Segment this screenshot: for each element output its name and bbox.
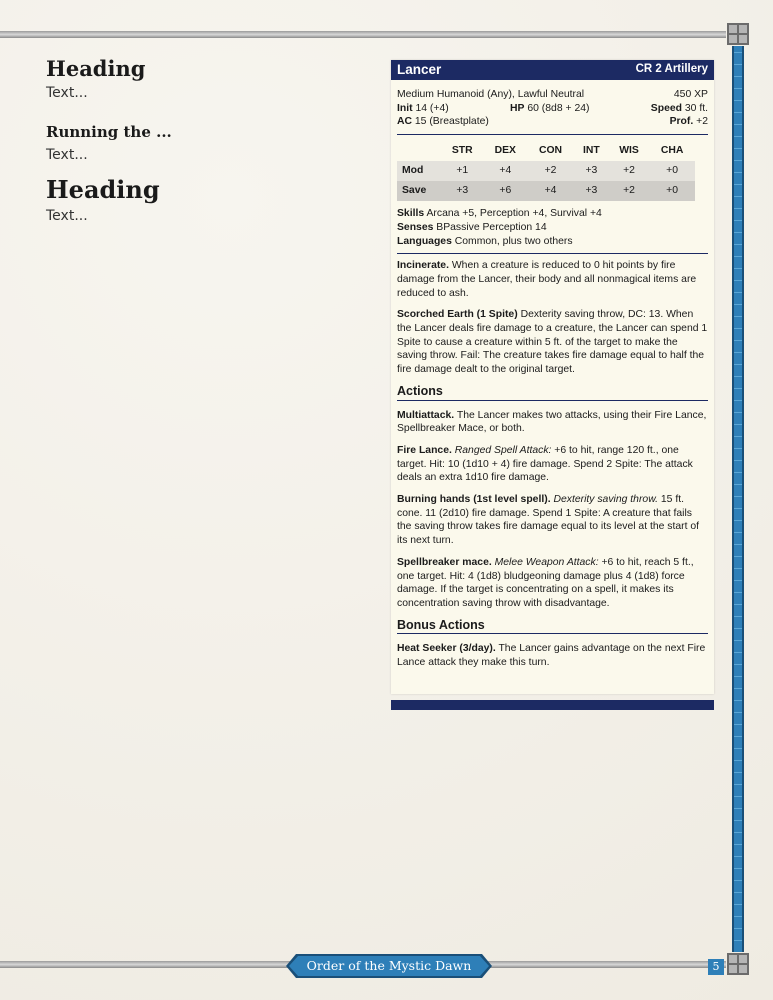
- save-value: +0: [649, 181, 695, 201]
- skills: Skills Arcana +5, Perception +4, Survival +4: [397, 208, 602, 220]
- ability-save-row: [397, 181, 695, 201]
- save-value: +3: [574, 181, 609, 201]
- ac-prof-row: [397, 115, 708, 129]
- action-spellbreaker-mace: Spellbreaker mace. Melee Weapon Attack: +6 to hit, reach 5 ft., one target. Hit: 4 (1d8) bludgeoning damage plus 4 (1d8) force damage. If the target is concentrating on a spell, it makes its concentration saving throw with disadvantage.: [397, 556, 694, 609]
- save-value: +6: [484, 181, 528, 201]
- actions-heading: Actions: [397, 385, 708, 401]
- bonus-actions-heading: Bonus Actions: [397, 619, 708, 635]
- ability-header: DEX: [494, 145, 516, 157]
- text-1: Text...: [46, 85, 88, 101]
- initiative: Init 14 (+4): [397, 102, 449, 114]
- ability-header-row: [397, 141, 695, 161]
- speed: Speed 30 ft.: [650, 102, 708, 114]
- ability-header: CHA: [660, 145, 684, 157]
- mod-value: +0: [649, 161, 695, 181]
- senses: Senses BPassive Perception 14: [397, 221, 547, 233]
- mod-value: +1: [441, 161, 484, 181]
- trait-scorched-earth: Scorched Earth (1 Spite) Dexterity saving throw, DC: 13. When the Lancer deals fire damage to a creature, the Lancer can spend 1 Spite to cause a creature within 5 ft. of the target to make the saving throw. Fail: The creature takes fire damage equal to half the fire damage dealt to the original target.: [397, 309, 708, 376]
- save-value: +4: [527, 181, 574, 201]
- mod-value: +2: [609, 161, 649, 181]
- proficiency: Prof. +2: [669, 116, 708, 128]
- ability-header: WIS: [619, 145, 639, 157]
- type-row: [397, 88, 708, 102]
- save-value: +3: [441, 181, 484, 201]
- stat-block-header: [391, 60, 714, 80]
- bonus-heat-seeker: Heat Seeker (3/day). The Lancer gains advantage on the next Fire Lance attack they make this turn.: [397, 643, 706, 669]
- bottom-corner-ornament: [727, 953, 749, 975]
- action-burning-hands: Burning hands (1st level spell). Dexterity saving throw. 15 ft. cone. 11 (2d10) fire damage. Spend 1 Spite: A creature that fails the saving throw takes fire damage equal to its level at the start of its next turn.: [397, 494, 700, 547]
- heading-running: Running the ...: [46, 123, 172, 141]
- challenge-rating: CR 2 Artillery: [635, 63, 708, 76]
- ability-header: STR: [451, 145, 473, 157]
- footer-title: Order of the Mystic Dawn: [306, 958, 472, 973]
- ability-table: [397, 141, 695, 201]
- armor-class: AC 15 (Breastplate): [397, 116, 489, 128]
- save-label: Save: [397, 181, 441, 201]
- heading-1: Heading: [46, 56, 146, 81]
- init-hp-speed-row: [397, 102, 708, 116]
- page-number: 5: [708, 959, 724, 975]
- top-border-rule: [0, 31, 726, 38]
- stat-block-footer-bar: [391, 700, 714, 710]
- save-value: +2: [609, 181, 649, 201]
- mod-value: +3: [574, 161, 609, 181]
- mod-value: +2: [527, 161, 574, 181]
- stat-block-body: [391, 80, 714, 694]
- action-multiattack: Multiattack. The Lancer makes two attacks, using their Fire Lance, Spellbreaker Mace, or both.: [397, 409, 707, 435]
- languages: Languages Common, plus two others: [397, 235, 573, 247]
- text-2: Text...: [46, 147, 88, 163]
- creature-type: Medium Humanoid (Any), Lawful Neutral: [397, 89, 585, 100]
- ability-mod-row: [397, 161, 695, 181]
- left-column: [46, 56, 366, 224]
- mod-label: Mod: [397, 161, 441, 181]
- divider: [397, 253, 708, 254]
- action-fire-lance: Fire Lance. Ranged Spell Attack: +6 to hit, range 120 ft., one target. Hit: 10 (1d10 + 4) fire damage. Spend 2 Spite: The attack deals an extra 1d10 fire damage.: [397, 444, 693, 484]
- hit-points: HP 60 (8d8 + 24): [510, 102, 590, 114]
- mod-value: +4: [484, 161, 528, 181]
- ability-header: INT: [583, 145, 600, 157]
- side-decorative-bar: [732, 46, 744, 952]
- text-3: Text...: [46, 208, 88, 224]
- ability-header: CON: [538, 145, 563, 157]
- heading-2: Heading: [46, 175, 160, 204]
- trait-incinerate: Incinerate. When a creature is reduced to 0 hit points by fire damage from the Lancer, their body and all nonmagical items are reduced to ash.: [397, 260, 697, 299]
- top-corner-ornament: [727, 23, 749, 45]
- monster-name: Lancer: [397, 62, 442, 78]
- divider: [397, 134, 708, 135]
- stat-block: [391, 60, 714, 694]
- xp-value: 450 XP: [673, 89, 708, 100]
